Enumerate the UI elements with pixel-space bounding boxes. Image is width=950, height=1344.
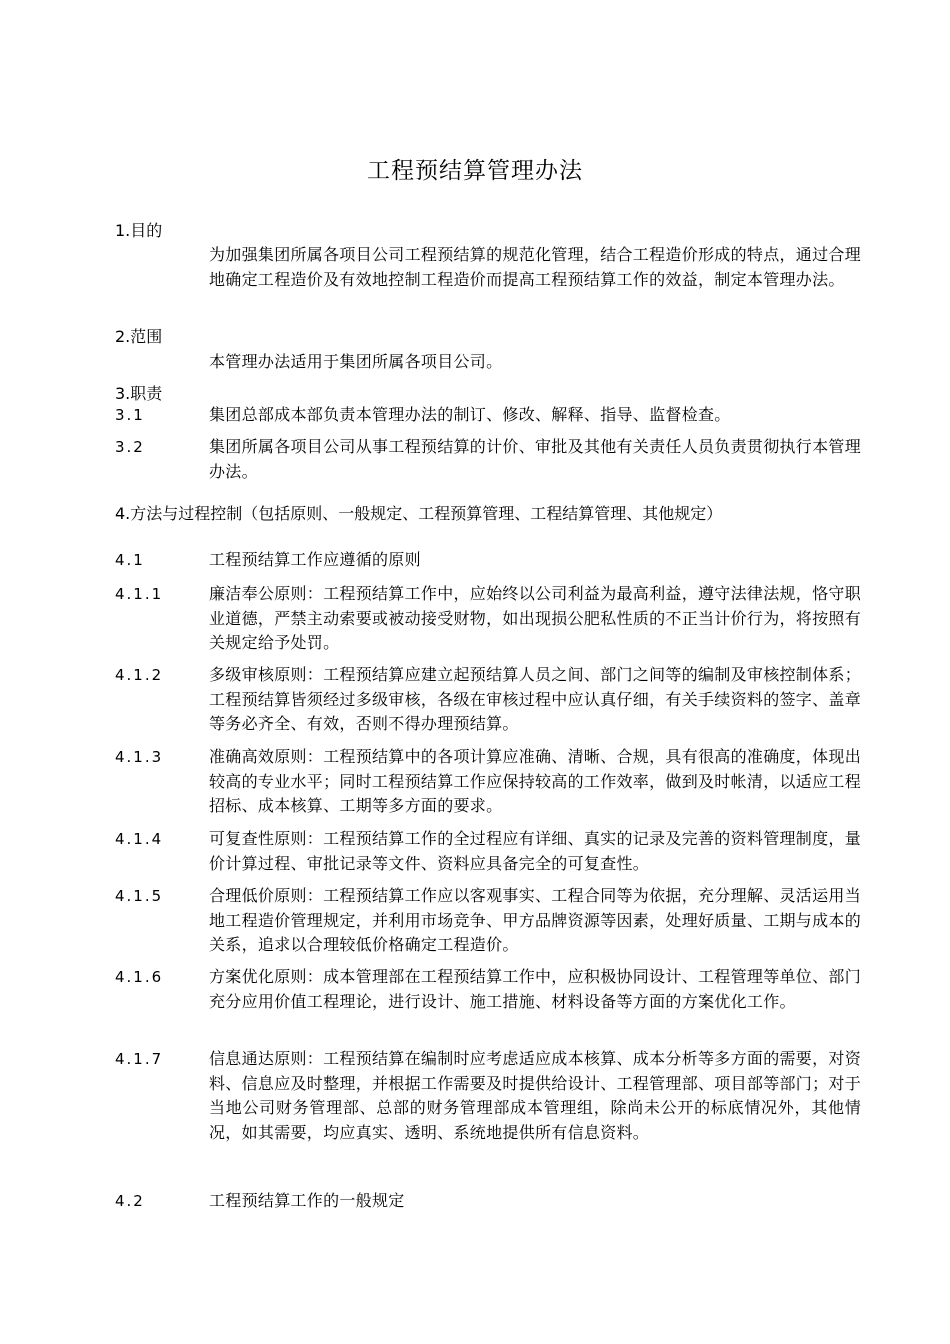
clause-4-1-6-text: 方案优化原则：成本管理部在工程预结算工作中，应积极协同设计、工程管理等单位、部门充分应用价值工程理论，进行设计、施工措施、材料设备等方面的方案优化工作。 <box>209 967 862 1011</box>
clause-4-2-number: 4.2 <box>115 1192 145 1210</box>
section-2-heading: 2.范围 <box>115 327 163 346</box>
clause-3-1-text: 集团总部成本部负责本管理办法的制订、修改、解释、指导、监督检查。 <box>209 405 731 424</box>
clause-4-1-text: 工程预结算工作应遵循的原则 <box>209 550 421 569</box>
section-1-text: 为加强集团所属各项目公司工程预结算的规范化管理，结合工程造价形成的特点，通过合理地确定工程造价及有效地控制工程造价而提高工程预结算工作的效益，制定本管理办法。 <box>209 245 862 289</box>
clause-4-1-6-number: 4.1.6 <box>115 968 164 986</box>
clause-4-1-2-text: 多级审核原则：工程预结算应建立起预结算人员之间、部门之间等的编制及审核控制体系；工程预结算皆须经过多级审核，各级在审核过程中应认真仔细，有关手续资料的签字、盖章等务必齐全、有效，否则不得办理预结算。 <box>209 665 862 733</box>
clause-4-2-text: 工程预结算工作的一般规定 <box>209 1191 405 1210</box>
section-3-heading: 3.职责 <box>115 384 163 403</box>
document-title: 工程预结算管理办法 <box>367 158 583 184</box>
clause-4-1-3-number: 4.1.3 <box>115 748 164 766</box>
clause-4-1-1-number: 4.1.1 <box>115 585 164 603</box>
clause-3-1-number: 3.1 <box>115 406 145 424</box>
section-4-heading: 4.方法与过程控制（包括原则、一般规定、工程预算管理、工程结算管理、其他规定） <box>115 504 723 523</box>
clause-4-1-1-text: 廉洁奉公原则：工程预结算工作中，应始终以公司利益为最高利益，遵守法律法规，恪守职业道德，严禁主动索要或被动接受财物，如出现损公肥私性质的不正当计价行为，将按照有关规定给予处罚。 <box>209 584 862 652</box>
section-2-text: 本管理办法适用于集团所属各项目公司。 <box>209 352 503 371</box>
clause-4-1-2-number: 4.1.2 <box>115 666 164 684</box>
clause-3-2-text: 集团所属各项目公司从事工程预结算的计价、审批及其他有关责任人员负责贯彻执行本管理办法。 <box>209 437 862 481</box>
clause-4-1-7-number: 4.1.7 <box>115 1050 164 1068</box>
clause-4-1-5-text: 合理低价原则：工程预结算工作应以客观事实、工程合同等为依据，充分理解、灵活运用当地工程造价管理规定，并利用市场竞争、甲方品牌资源等因素，处理好质量、工期与成本的关系，追求以合理较低价格确定工程造价。 <box>209 886 862 954</box>
clause-4-1-4-number: 4.1.4 <box>115 830 164 848</box>
clause-4-1-4-text: 可复查性原则：工程预结算工作的全过程应有详细、真实的记录及完善的资料管理制度，量价计算过程、审批记录等文件、资料应具备完全的可复查性。 <box>209 829 862 873</box>
clause-4-1-5-number: 4.1.5 <box>115 887 164 905</box>
clause-4-1-3-text: 准确高效原则：工程预结算中的各项计算应准确、清晰、合规，具有很高的准确度，体现出较高的专业水平；同时工程预结算工作应保持较高的工作效率，做到及时帐清，以适应工程招标、成本核算、工期等多方面的要求。 <box>209 747 862 815</box>
section-1-heading: 1.目的 <box>115 221 163 240</box>
clause-4-1-7-text: 信息通达原则：工程预结算在编制时应考虑适应成本核算、成本分析等多方面的需要，对资料、信息应及时整理，并根据工作需要及时提供给设计、工程管理部、项目部等部门；对于当地公司财务管理部、总部的财务管理部成本管理组，除尚未公开的标底情况外，其他情况，如其需要，均应真实、透明、系统地提供所有信息资料。 <box>209 1049 862 1142</box>
clause-3-2-number: 3.2 <box>115 438 145 456</box>
clause-4-1-number: 4.1 <box>115 551 145 569</box>
